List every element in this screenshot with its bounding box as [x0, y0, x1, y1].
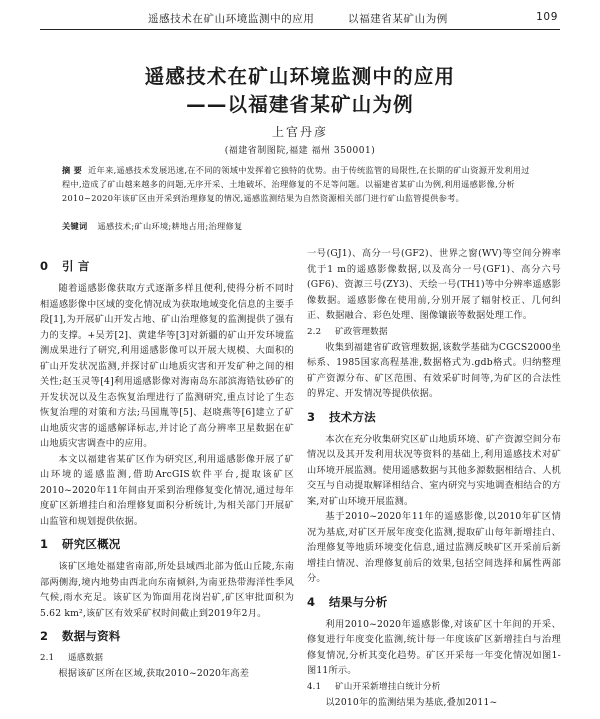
article-subtitle: ——以福建省某矿山为例	[186, 93, 414, 116]
introduction-paragraph: 本文以福建省某矿区作为研究区,利用遥感影像开展了矿山环境的遥感监测,借助ArcGIS软件平台,提取该矿区2010~2020年11年间由开采到治理修复变化情况,通过每年度矿区新增挂白和治理修复面积分析统计,为相关部门开展矿山监管和规划提供依据。	[40, 453, 294, 527]
keywords-text: 遥感技术;矿山环境;耕地占用;治理修复	[97, 221, 243, 231]
right-column	[307, 246, 561, 710]
new-exposed-area-paragraph: 以2010年的监测结果为基底,叠加2011~	[325, 696, 498, 708]
mining-admin-data-paragraph: 收集到福建省矿政管理数据,该数学基础为CGCS2000坐标系、1985国家高程基准,数据格式为.gdb格式。归纳整理矿产资源分布、矿区范围、有效采矿时间等,为矿区的合法性的界定、开发情况等提供依据。	[307, 341, 561, 399]
section-heading-data: 2 数据与资料	[40, 629, 121, 643]
running-title: 遥感技术在矿山环境监测中的应用	[148, 13, 315, 25]
page-number: 109	[536, 11, 558, 23]
remote-sensing-data-paragraph: 根据该矿区所在区域,获取2010~2020年高差	[58, 668, 250, 679]
subsection-heading-remote-sensing-data: 2.1 遥感数据	[40, 653, 104, 663]
running-header	[40, 8, 560, 30]
subsection-heading-new-exposed-area: 4.1 矿山开采新增挂白统计分析	[307, 681, 441, 692]
section-heading-introduction: 0 引 言	[40, 259, 90, 273]
author-name: 上官丹彦	[271, 125, 328, 139]
article-title: 遥感技术在矿山环境监测中的应用	[144, 65, 456, 88]
left-column	[40, 251, 294, 682]
abstract	[62, 163, 536, 205]
subsection-heading-mining-admin-data: 2.2 矿政管理数据	[307, 326, 388, 337]
section-heading-study-area: 1 研究区概况	[40, 537, 121, 551]
author-affiliation: (福建省制图院,福建 福州 350001)	[224, 146, 376, 156]
section-heading-methods: 3 技术方法	[307, 409, 376, 424]
methods-paragraph: 基于2010~2020年11年的遥感影像,以2010年矿区情况为基底,对矿区开展年度变化监测,提取矿山每年新增挂白、治理修复等地质环境变化信息,通过监测反映矿区开采前后新增挂白情况、治理修复前后的效果,包括空间选择和属性两部分。	[307, 511, 561, 584]
abstract-label: 摘 要	[62, 165, 83, 175]
keywords	[62, 221, 536, 232]
remote-sensing-data-continued: 一号(GJ1)、高分一号(GF2)、世界之窗(WV)等空间分辨率优于1 m的遥感影像数据,以及高分一号(GF1)、高分六号(GF6)、资源三号(ZY3)、天绘一号(TH1)等中分辨率遥感影像数据。遥感影像在使用前,分别开展了辐射校正、几何纠正、数据融合、彩色处理、图像镶嵌等数据处理工作。	[307, 248, 561, 321]
section-heading-results: 4 结果与分析	[307, 594, 388, 609]
running-subtitle: 以福建省某矿山为例	[348, 13, 448, 25]
abstract-text: 近年来,遥感技术发展迅速,在不同的领域中发挥着它独特的优势。由于传统监管的局限性,在长期的矿山资源开发利用过程中,造成了矿山越来越多的问题,无序开采、土地破坏、治理修复的不足等问题。以福建省某矿山为例,利用遥感影像,分析2010~2020年该矿区由开采到治理修复的情况,遥感监测结果为自然资源相关部门进行矿山监管提供参考。	[62, 165, 530, 203]
methods-paragraph: 本次在充分收集研究区矿山地质环境、矿产资源空间分布情况以及其开发利用状况等资料的基础上,利用遥感技术对矿山环境开展监测。使用遥感数据与其他多源数据相结合、人机交互与自动提取解译相结合、室内研究与实地调查相结合的方案,对矿山环境开展监测。	[307, 433, 561, 507]
introduction-paragraph: 随着遥感影像获取方式逐渐多样且便利,使得分析不同时相遥感影像中区域的变化情况成为获取地域变化信息的主要手段[1],为开展矿山开发占地、矿山治理修复的监测提供了强有力的支撑。+吴芳[2]、黄建华等[3]对新疆的矿山开发环境监测成果进行了研究,利用遥感影像可以开展大规模、大面积的矿山开发状况监测,并探讨矿山地质灾害和开发矿种之间的相关性;赵玉灵等[4]利用遥感影像对海南岛东部滨海锆钛砂矿的开发状况以及生态恢复治理进行了监测研究,重点讨论了生态恢复治理的对策和方法;马国胤等[5]、赵晓燕等[6]建立了矿山地质灾害的遥感解译标志,并讨论了高分辨率卫星数据在矿山地质灾害调查中的应用。	[40, 283, 294, 449]
keywords-label: 关键词	[62, 221, 88, 231]
results-paragraph: 利用2010~2020年遥感影像,对该矿区十年间的开采、修复进行年度变化监测,统计每一年度该矿区新增挂白与治理修复情况,分析其变化趋势。矿区开采每一年变化情况如图1-图11所示。	[307, 618, 561, 676]
study-area-paragraph: 该矿区地处福建省南部,所处县域西北部为低山丘陵,东南部两侧海,境内地势由西北向东南倾斜,为南亚热带海洋性季风气候,雨水充足。该矿区为饰面用花岗岩矿,矿区审批面积为5.62 km²,该矿区有效采矿权时间截止到2019年2月。	[40, 561, 294, 619]
